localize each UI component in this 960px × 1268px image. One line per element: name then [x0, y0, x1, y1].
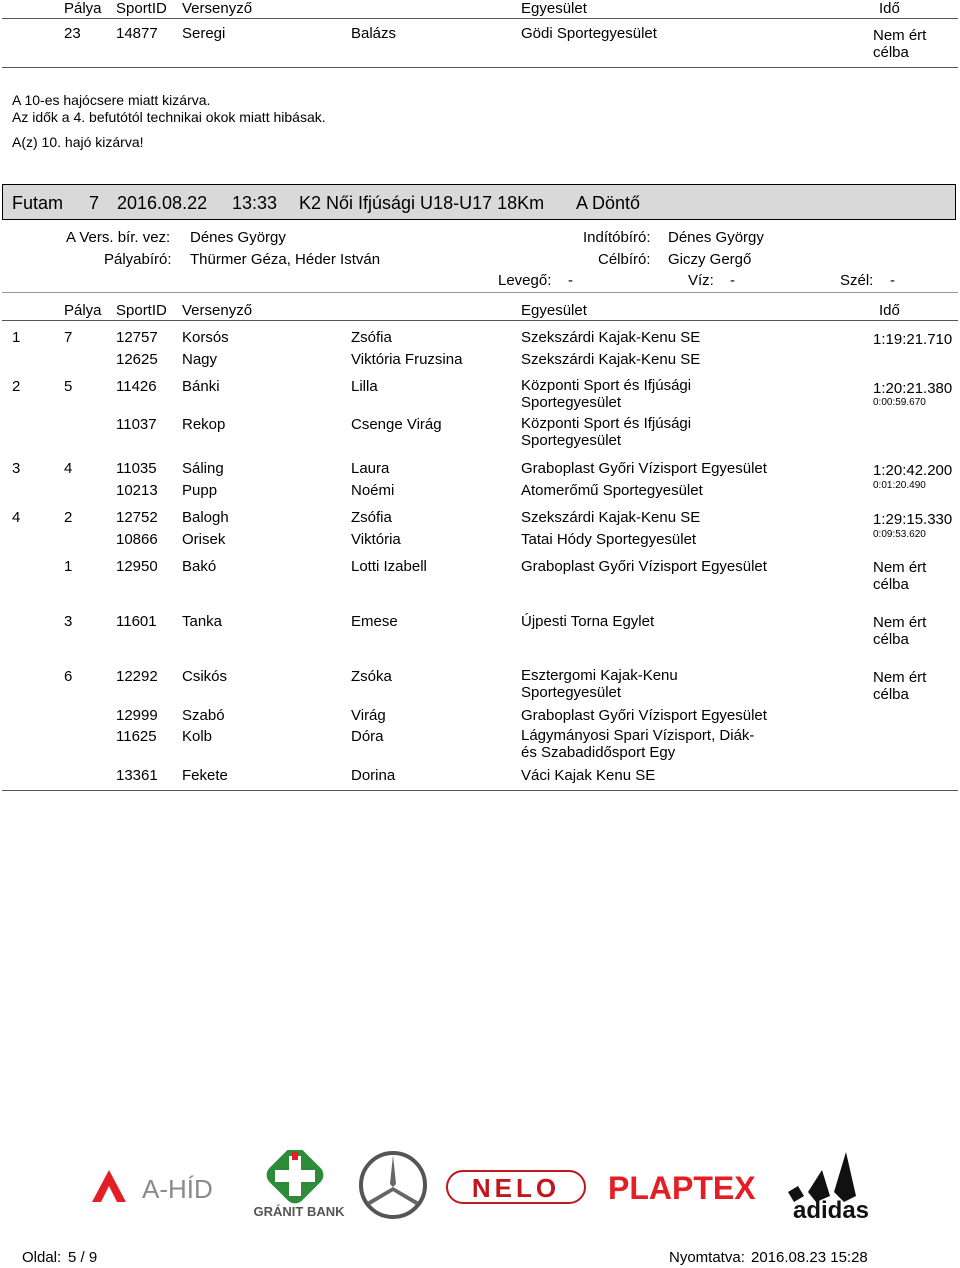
sport-id: 12757 [116, 329, 158, 346]
granit-bank-logo [248, 1150, 350, 1220]
time: 1:29:15.330 [873, 511, 953, 528]
last-name: Rekop [182, 416, 226, 433]
note: A(z) 10. hajó kizárva! [12, 134, 144, 150]
col-sportid: SportID [116, 0, 167, 17]
place: 1 [12, 329, 21, 346]
col-palya: Pálya [64, 302, 102, 319]
race-header-bar [2, 184, 956, 220]
printed-label: Nyomtatva: [669, 1249, 745, 1266]
club: Szekszárdi Kajak-Kenu SE [521, 329, 701, 346]
first-name: Balázs [351, 25, 397, 42]
club: Váci Kajak Kenu SE [521, 767, 656, 784]
last-name: Bánki [182, 378, 220, 395]
a-hid-logo-text: A-HÍD [142, 1174, 213, 1204]
club: Graboplast Győri Vízisport Egyesület [521, 707, 767, 724]
time-diff: 0:00:59.670 [873, 397, 926, 408]
last-name: Kolb [182, 728, 213, 745]
mercedes-logo [358, 1150, 428, 1220]
last-name: Pupp [182, 482, 218, 499]
sport-id: 11625 [116, 728, 157, 745]
first-name: Viktória [351, 531, 401, 548]
granit-bank-logo-text: GRÁNIT BANK [253, 1204, 345, 1219]
results-header-row [0, 302, 960, 320]
race-date: 2016.08.22 [117, 193, 208, 213]
time-diff: 0:09:53.620 [873, 529, 926, 540]
col-sportid: SportID [116, 302, 167, 319]
last-name: Sáling [182, 460, 224, 477]
last-name: Korsós [182, 329, 229, 346]
club: Atomerőmű Sportegyesület [521, 482, 703, 499]
sport-id: 12292 [116, 668, 158, 685]
last-name: Seregi [182, 25, 226, 42]
race-phase: A Döntő [576, 193, 641, 213]
last-name: Tanka [182, 613, 223, 630]
club: Graboplast Győri Vízisport Egyesület [521, 460, 767, 477]
first-name: Zsófia [351, 329, 392, 346]
celbiro-label: Célbíró: [598, 251, 651, 268]
time: 1:20:21.380 [873, 380, 953, 397]
lane: 5 [64, 378, 73, 395]
first-name: Dóra [351, 728, 384, 745]
szel-value: - [890, 272, 895, 289]
celbiro-value: Giczy Gergő [668, 251, 752, 268]
sport-id: 11601 [116, 613, 157, 630]
levego-value: - [568, 272, 573, 289]
sport-id: 13361 [116, 767, 158, 784]
col-versenyzo: Versenyző [182, 302, 253, 319]
col-ido: Idő [879, 302, 900, 319]
time: 1:20:42.200 [873, 462, 953, 479]
club: Újpesti Torna Egylet [521, 613, 655, 630]
sport-id: 10866 [116, 531, 158, 548]
lane: 2 [64, 509, 73, 526]
szel-label: Szél: [840, 272, 874, 289]
club: Szekszárdi Kajak-Kenu SE [521, 509, 701, 526]
club: Központi Sport és Ifjúsági Sportegyesület [521, 377, 692, 411]
divider [2, 320, 958, 321]
levego-label: Levegő: [498, 272, 552, 289]
sport-id: 11035 [116, 460, 157, 477]
palyabiro-label: Pályabíró: [104, 251, 172, 268]
last-name: Bakó [182, 558, 217, 575]
a-hid-logo [92, 1168, 244, 1204]
plaptex-logo-text: PLAPTEX [608, 1170, 756, 1204]
first-name: Csenge Virág [351, 416, 442, 433]
sport-id: 14877 [116, 25, 158, 42]
time: Nem ért [873, 27, 927, 44]
first-name: Viktória Fruzsina [351, 351, 463, 368]
time: Nem ért célba [873, 669, 927, 703]
divider [2, 292, 958, 293]
race-time: 13:33 [232, 193, 278, 213]
place: 3 [12, 460, 21, 477]
nelo-logo-text: NELO [471, 1173, 561, 1203]
adidas-logo [778, 1148, 884, 1220]
first-name: Laura [351, 460, 390, 477]
col-palya: Pálya [64, 0, 102, 17]
sport-id: 12625 [116, 351, 158, 368]
first-name: Emese [351, 613, 398, 630]
page-label: Oldal: [22, 1249, 62, 1266]
time: Nem ért célba [873, 559, 927, 593]
time: Nem ért célba [873, 614, 927, 648]
last-name: Fekete [182, 767, 228, 784]
palyabiro-value: Thürmer Géza, Héder István [190, 251, 381, 268]
printed-value: 2016.08.23 15:28 [751, 1249, 868, 1266]
first-name: Noémi [351, 482, 395, 499]
lane: 4 [64, 460, 73, 477]
first-name: Zsóka [351, 668, 392, 685]
plaptex-logo [608, 1168, 760, 1204]
last-name: Szabó [182, 707, 225, 724]
sport-id: 10213 [116, 482, 158, 499]
club: Gödi Sportegyesület [521, 25, 657, 42]
place: 2 [12, 378, 21, 395]
first-name: Virág [351, 707, 386, 724]
club: Graboplast Győri Vízisport Egyesület [521, 558, 767, 575]
col-ido: Idő [879, 0, 900, 17]
sport-id: 11037 [116, 416, 157, 433]
lane: 23 [64, 25, 81, 42]
divider [2, 790, 958, 791]
club: Lágymányosi Spari Vízisport, Diák- és Szabadidősport Egy [521, 727, 755, 761]
col-egyesulet: Egyesület [521, 0, 587, 17]
club: Tatai Hódy Sportegyesület [521, 531, 697, 548]
viz-value: - [730, 272, 735, 289]
club: Esztergomi Kajak-Kenu Sportegyesület [521, 667, 678, 701]
lane: 1 [64, 558, 73, 575]
note: A 10-es hajócsere miatt kizárva. [12, 92, 211, 108]
prev-header-row [0, 0, 960, 18]
last-name: Csikós [182, 668, 228, 685]
club: Szekszárdi Kajak-Kenu SE [521, 351, 701, 368]
vers-label: A Vers. bír. vez: [66, 229, 171, 246]
last-name: Nagy [182, 351, 218, 368]
sport-id: 11426 [116, 378, 157, 395]
last-name: Orisek [182, 531, 226, 548]
time: 1:19:21.710 [873, 331, 953, 348]
sport-id: 12999 [116, 707, 158, 724]
col-versenyzo: Versenyző [182, 0, 253, 17]
club: Központi Sport és Ifjúsági Sportegyesület [521, 415, 692, 449]
futam-number: 7 [89, 193, 100, 213]
adidas-logo-text: adidas [792, 1197, 870, 1220]
first-name: Zsófia [351, 509, 392, 526]
last-name: Balogh [182, 509, 229, 526]
first-name: Dorina [351, 767, 396, 784]
sport-id: 12950 [116, 558, 158, 575]
sport-id: 12752 [116, 509, 158, 526]
time-cont: célba [873, 44, 909, 61]
first-name: Lotti Izabell [351, 558, 427, 575]
lane: 6 [64, 668, 73, 685]
col-egyesulet: Egyesület [521, 302, 587, 319]
race-category: K2 Női Ifjúsági U18-U17 18Km [299, 193, 545, 213]
time-diff: 0:01:20.490 [873, 480, 926, 491]
vers-value: Dénes György [190, 229, 286, 246]
nelo-logo [446, 1170, 586, 1204]
inditobiro-label: Indítóbíró: [583, 229, 651, 246]
inditobiro-value: Dénes György [668, 229, 764, 246]
divider [2, 18, 958, 19]
futam-label: Futam [12, 193, 64, 213]
divider [2, 67, 958, 68]
lane: 7 [64, 329, 73, 346]
first-name: Lilla [351, 378, 378, 395]
viz-label: Víz: [688, 272, 714, 289]
lane: 3 [64, 613, 73, 630]
place: 4 [12, 509, 21, 526]
note: Az idők a 4. befutótól technikai okok miatt hibásak. [12, 109, 326, 125]
page-number: 5 / 9 [68, 1249, 98, 1266]
